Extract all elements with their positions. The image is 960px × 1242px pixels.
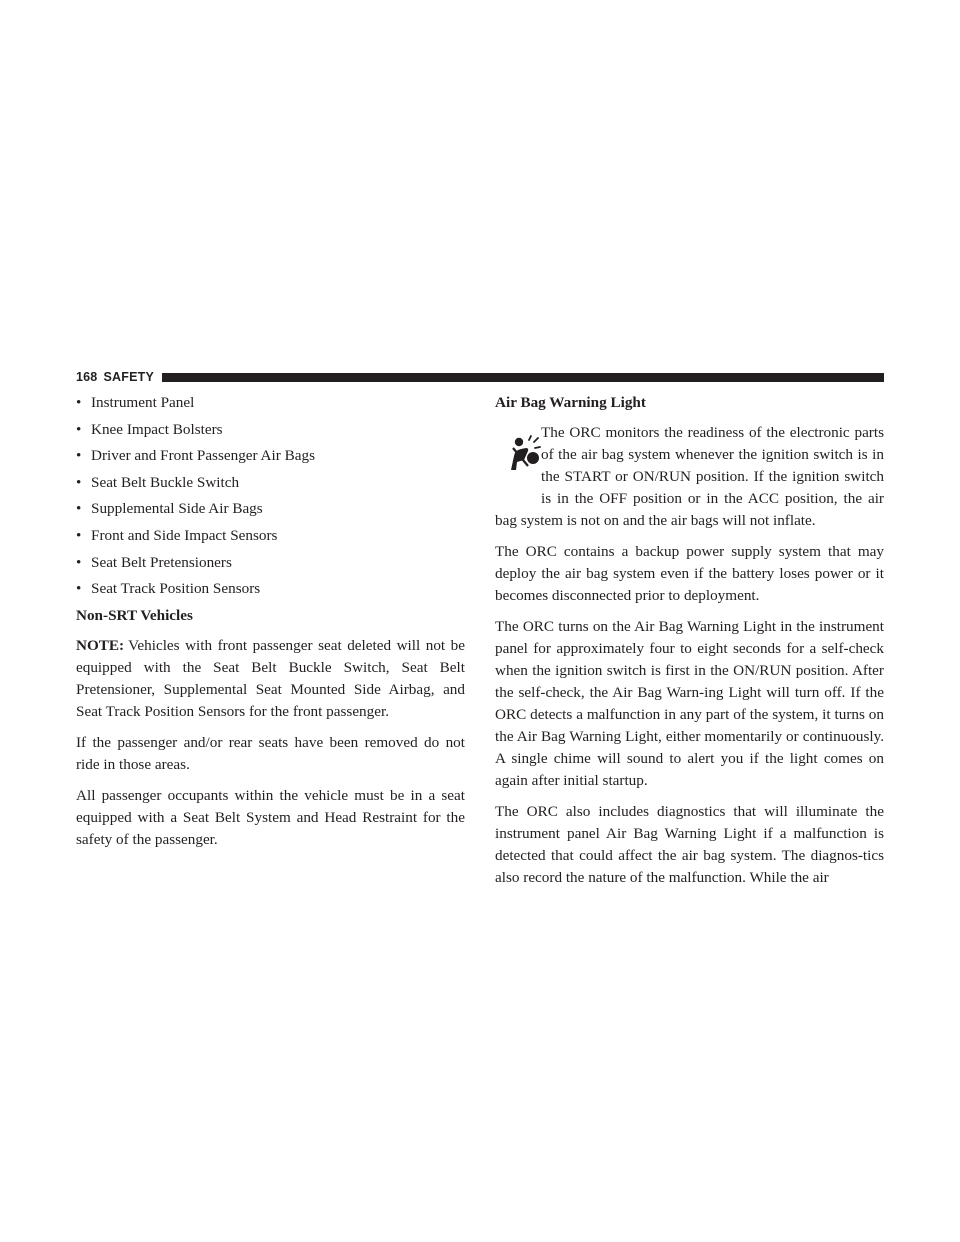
paragraph-orc-readiness: The ORC monitors the readiness of the electronic parts of the air bag system whenever the ignition switch is in the START or ON/RUN position. If the ignition switch is in the OFF position or in the ACC position, the air bag system is not on and the air bags will not inflate. xyxy=(495,424,884,529)
note-label: NOTE: xyxy=(76,636,125,654)
bullet-icon: • xyxy=(76,420,82,438)
right-column xyxy=(495,392,884,898)
paragraph-diagnostics: The ORC also includes diagnostics that will illuminate the instrument panel Air Bag Warning Light if a malfunction is detected that could affect the air bag system. The diagnos-tics also record the nature of the malfunction. While the air xyxy=(495,803,884,886)
list-item: • Supplemental Side Air Bags xyxy=(76,498,465,525)
list-item: • Seat Track Position Sensors xyxy=(76,578,465,605)
paragraph-backup-power: The ORC contains a backup power supply system that may deploy the air bag system even if the battery loses power or it becomes disconnected prior to deployment. xyxy=(495,543,884,604)
bullet-icon: • xyxy=(76,500,82,518)
page-header xyxy=(76,370,884,384)
left-column xyxy=(76,392,465,860)
list-item: • Driver and Front Passenger Air Bags xyxy=(76,445,465,472)
page-number: 168 xyxy=(76,370,98,384)
bullet-icon: • xyxy=(76,526,82,544)
component-list xyxy=(76,392,465,605)
subheading-non-srt: Non-SRT Vehicles xyxy=(76,606,193,624)
list-item: • Instrument Panel xyxy=(76,392,465,419)
airbag-warning-icon xyxy=(495,426,541,492)
airbag-warning-icon-svg xyxy=(495,426,541,478)
note-paragraph xyxy=(76,635,465,723)
list-item: • Front and Side Impact Sensors xyxy=(76,525,465,552)
header-rule xyxy=(162,373,884,382)
bullet-icon: • xyxy=(76,553,82,571)
heading-air-bag-warning-light: Air Bag Warning Light xyxy=(495,394,646,411)
bullet-icon: • xyxy=(76,394,82,411)
section-title: SAFETY xyxy=(103,370,154,384)
bullet-icon: • xyxy=(76,580,82,598)
list-item: • Seat Belt Buckle Switch xyxy=(76,472,465,499)
bullet-icon: • xyxy=(76,473,82,491)
paragraph: All passenger occupants within the vehicle must be in a seat equipped with a Seat Belt System and Head Restraint for the safety of the passenger. xyxy=(76,786,465,848)
list-item: • Seat Belt Pretensioners xyxy=(76,552,465,579)
bullet-icon: • xyxy=(76,447,82,465)
paragraph: If the passenger and/or rear seats have been removed do not ride in those areas. xyxy=(76,733,465,773)
note-text: Vehicles with front passenger seat deleted will not be equipped with the Seat Belt Buckle Switch, Seat Belt Pretensioner, Supplemental Seat Mounted Side Airbag, and Seat Track Position Sensors for the front passenger. xyxy=(76,636,465,720)
list-item: • Knee Impact Bolsters xyxy=(76,419,465,446)
paragraph-self-check: The ORC turns on the Air Bag Warning Light in the instrument panel for approximately four to eight seconds for a self-check when the ignition switch is first in the ON/RUN position. After the self-check, the Air Bag Warn-ing Light will turn off. If the ORC detects a malfunction in any part of the system, it turns on the Air Bag Warning Light, either momentarily or continuously. A single chime will sound to alert you if the light comes on again after initial startup. xyxy=(495,618,884,789)
